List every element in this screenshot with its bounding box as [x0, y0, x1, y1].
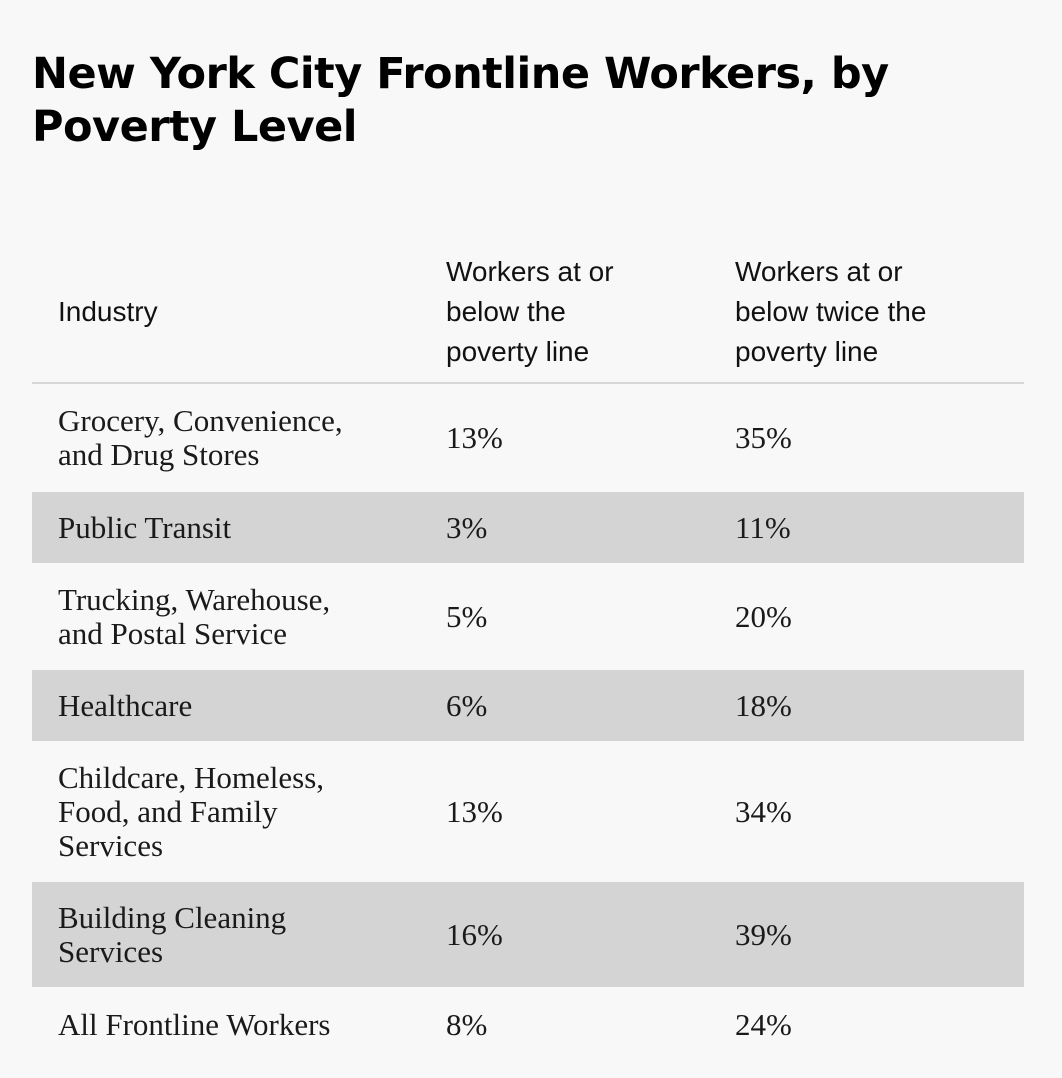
at-poverty-value: 6%	[446, 687, 488, 723]
header-industry: Industry	[58, 296, 158, 327]
table-row	[32, 492, 1024, 563]
table-row	[32, 670, 1024, 741]
table-row	[32, 987, 1024, 1063]
poverty-table	[32, 242, 1024, 1063]
industry-cell: All Frontline Workers	[58, 1007, 331, 1042]
table-title: New York City Frontline Workers, by Poverty Level	[32, 49, 889, 152]
twice-poverty-value: 39%	[735, 916, 792, 952]
industry-cell: Grocery, Convenience, and Drug Stores	[58, 403, 343, 472]
industry-cell: Trucking, Warehouse, and Postal Service	[58, 581, 331, 651]
twice-poverty-value: 34%	[735, 793, 792, 829]
table-row	[32, 741, 1024, 882]
table-row	[32, 563, 1024, 670]
table-row	[32, 384, 1024, 492]
twice-poverty-value: 35%	[735, 420, 792, 455]
twice-poverty-value: 18%	[735, 687, 792, 723]
twice-poverty-value: 20%	[735, 598, 792, 634]
industry-cell: Building Cleaning Services	[58, 899, 287, 969]
table-header	[32, 242, 1024, 384]
at-poverty-value: 5%	[446, 598, 488, 634]
at-poverty-value: 16%	[446, 916, 503, 952]
industry-cell: Childcare, Homeless, Food, and Family Services	[58, 759, 325, 863]
at-poverty-value: 13%	[446, 420, 503, 455]
twice-poverty-value: 11%	[735, 509, 791, 545]
industry-cell: Healthcare	[58, 687, 193, 723]
twice-poverty-value: 24%	[735, 1007, 792, 1042]
at-poverty-value: 3%	[446, 509, 488, 545]
header-at-poverty-line: Workers at or below the poverty line	[446, 256, 614, 367]
table-row	[32, 882, 1024, 987]
industry-cell: Public Transit	[58, 509, 232, 545]
at-poverty-value: 13%	[446, 793, 503, 829]
header-twice-poverty-line: Workers at or below twice the poverty line	[735, 256, 927, 367]
at-poverty-value: 8%	[446, 1007, 488, 1042]
